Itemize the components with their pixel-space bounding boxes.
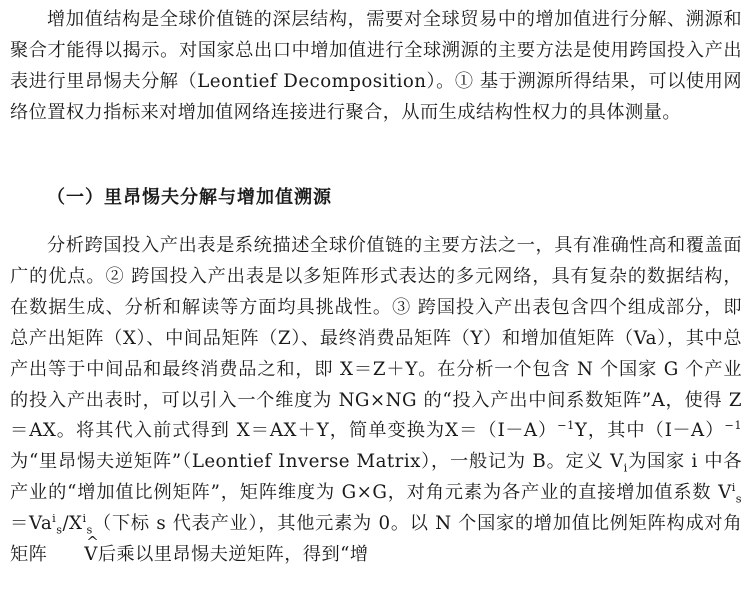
inverse-exponent: −1 <box>557 419 575 433</box>
paragraph-2-text: ＝Va <box>10 513 53 535</box>
paragraph-2-text: （下标 s 代表产业），其他元素为 0。以 N 个国家的增加值比例矩阵构成对角矩阵 <box>10 513 742 566</box>
paragraph-2-text: 为国家 i 中各产业的“增加值比例矩阵”，矩阵维度为 G×G，对角元素为各产业的直接增加值系数 V <box>10 451 742 504</box>
subscript-s: s <box>56 523 63 537</box>
superscript-i: i <box>82 512 87 526</box>
paragraph-2-text: /X <box>62 513 83 535</box>
v-hat-symbol: ^ V <box>47 540 98 571</box>
superscript-i: i <box>52 512 57 526</box>
paragraph-2-text: 分析跨国投入产出表是系统描述全球价值链的主要方法之一，具有准确性高和覆盖面广的优点。② 跨国投入产出表是以多矩阵形式表达的多元网络，具有复杂的数据结构，在数据生成、分析和解读等方面均具挑战性。③ 跨国投入产出表包含四个组成部分，即总产出矩阵（X）、中间品矩阵（Z）、最终消费品矩阵（Y）和增加值矩阵（Va），其中总产出等于中间品和最终消费品之和，即 X＝Z＋Y。在分析一个包含 N 个国家 G 个产业的投入产出表时，可以引入一个维度为 NG×NG 的“投入产出中间系数矩阵”A，使得 Z＝AX。将其代入前式得到 X＝AX＋Y，简单变换为X＝（I－A） <box>10 235 742 442</box>
paragraph-2-text: 后乘以里昂惕夫逆矩阵，得到“增 <box>97 544 369 566</box>
paragraph-2-text: Y，其中（I－A） <box>574 420 725 442</box>
paragraph-2-text: 为“里昂惕夫逆矩阵”（Leontief Inverse Matrix），一般记为 B。定义 V <box>10 451 624 473</box>
section-heading: （一）里昂惕夫分解与增加值溯源 <box>47 187 332 208</box>
body-paragraph-1: 增加值结构是全球价值链的深层结构，需要对全球贸易中的增加值进行分解、溯源和聚合才能得以揭示。对国家总出口中增加值进行全球溯源的主要方法是使用跨国投入产出表进行里昂惕夫分解（Leontief Decomposition）。① 基于溯源所得结果，可以使用网络位置权力指标来对增加值网络连接进行聚合，从而生成结构性权力的具体测量。 <box>10 9 742 123</box>
subscript-s: s <box>735 492 742 506</box>
body-paragraph-2 <box>10 231 742 571</box>
subscript-s: s <box>86 523 93 537</box>
superscript-i: i <box>731 481 736 495</box>
inverse-exponent: −1 <box>724 419 742 433</box>
subscript-i: i <box>623 461 628 475</box>
